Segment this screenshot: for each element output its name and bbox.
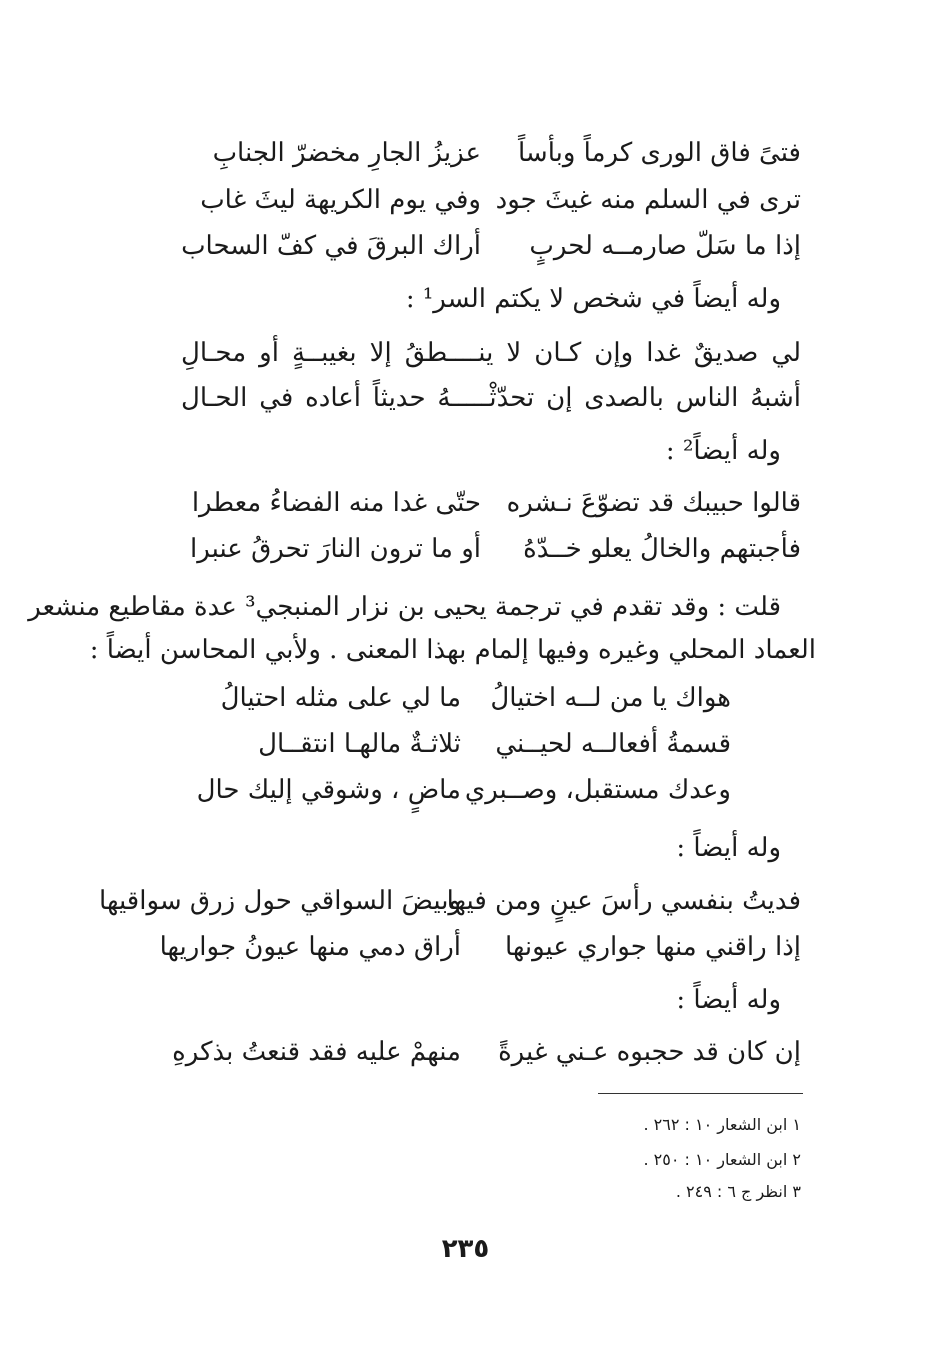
verse-line [181, 224, 801, 268]
verse-line [181, 131, 801, 175]
verse-line: أشبهُ الناس بالصدى إن تحدّثْـــــهُ حديثاً أعاده في الحـال [181, 383, 801, 413]
section-intro: وله أيضاً² : [665, 436, 781, 466]
hemistich-first: قالوا حبيبك قد تضوّعَ نـشره [506, 488, 801, 518]
hemistich-second: أراق دمي منها عيونُ جواريها [159, 932, 461, 962]
hemistich-first: وعدك مستقبل، وصــبري [464, 775, 731, 805]
hemistich-second: أراك البرقَ في كفّ السحاب [181, 231, 481, 261]
section-intro: وله أيضاً في شخص لا يكتم السر¹ : [405, 284, 781, 314]
hemistich-second: أو ما ترون النارَ تحرقُ عنبرا [190, 534, 481, 564]
hemistich-first: إذا راقني منها جواري عيونها [504, 932, 801, 962]
hemistich-second: ثلاثـةٌ مالهـا انتقــال [258, 729, 461, 759]
verse-line [151, 1030, 801, 1074]
hemistich-first: فتىً فاق الورى كرماً وبأساً [517, 138, 801, 168]
hemistich-first: قسمةُ أفعالــه لحيــني [495, 729, 731, 759]
verse-line [151, 925, 801, 969]
hemistich-second: عزيزُ الجارِ مخضرّ الجنابِ [212, 138, 481, 168]
prose-line: العماد المحلي وغيره وفيها إلمام بهذا المعنى . ولأبي المحاسن أيضاً : [89, 635, 816, 665]
hemistich-second: وبيضَ السواقي حول زرق سواقيها [99, 886, 461, 916]
hemistich-first: إذا ما سَلّ صارمــه لحربٍ [529, 231, 801, 261]
verse-line [196, 768, 731, 812]
verse-line: لي صديقٌ غدا وإن كـان لا ينــــطقُ إلا بغيبــةٍ أو محـالِ [181, 338, 801, 368]
hemistich-second: ماضٍ ، وشوقي إليك حال [196, 775, 461, 805]
verse-line [99, 879, 801, 923]
hemistich-second: وفي يوم الكريهة ليثَ غاب [200, 185, 481, 215]
hemistich-first: هواك يا من لــه اختيالُ [490, 683, 731, 713]
section-intro: وله أيضاً : [676, 833, 781, 863]
hemistich-second: منهمْ عليه فقد قنعتُ بذكرهِ [172, 1037, 461, 1067]
hemistich-first: فديتُ بنفسي رأسَ عينٍ ومن فيها [446, 886, 801, 916]
verse-line [181, 178, 801, 222]
hemistich-second: ما لي على مثله احتيالُ [220, 683, 461, 713]
verse-line [181, 527, 801, 571]
verse-line [211, 722, 731, 766]
verse-line [181, 481, 801, 525]
footnote-separator [598, 1093, 803, 1094]
hemistich-first: فأجبتهم والخالُ يعلو خــدّهُ [523, 534, 801, 564]
verse-line [211, 676, 731, 720]
footnote: ١ ابن الشعار ١٠ : ٢٦٢ . [643, 1115, 801, 1134]
hemistich-first: ترى في السلم منه غيثَ جود [495, 185, 801, 215]
hemistich-second: حتّى غدا منه الفضاءُ معطرا [191, 488, 481, 518]
section-intro: وله أيضاً : [676, 985, 781, 1015]
page-number: ٢٣٥ [441, 1234, 490, 1264]
footnote: ٢ ابن الشعار ١٠ : ٢٥٠ . [643, 1150, 801, 1169]
hemistich-first: إن كان قد حجبوه عـني غيرةً [498, 1037, 801, 1067]
prose-line: قلت : وقد تقدم في ترجمة يحيى بن نزار المنبجي³ عدة مقاطيع منشعر [28, 592, 781, 622]
footnote: ٣ انظر ج ٦ : ٢٤٩ . [675, 1182, 801, 1201]
